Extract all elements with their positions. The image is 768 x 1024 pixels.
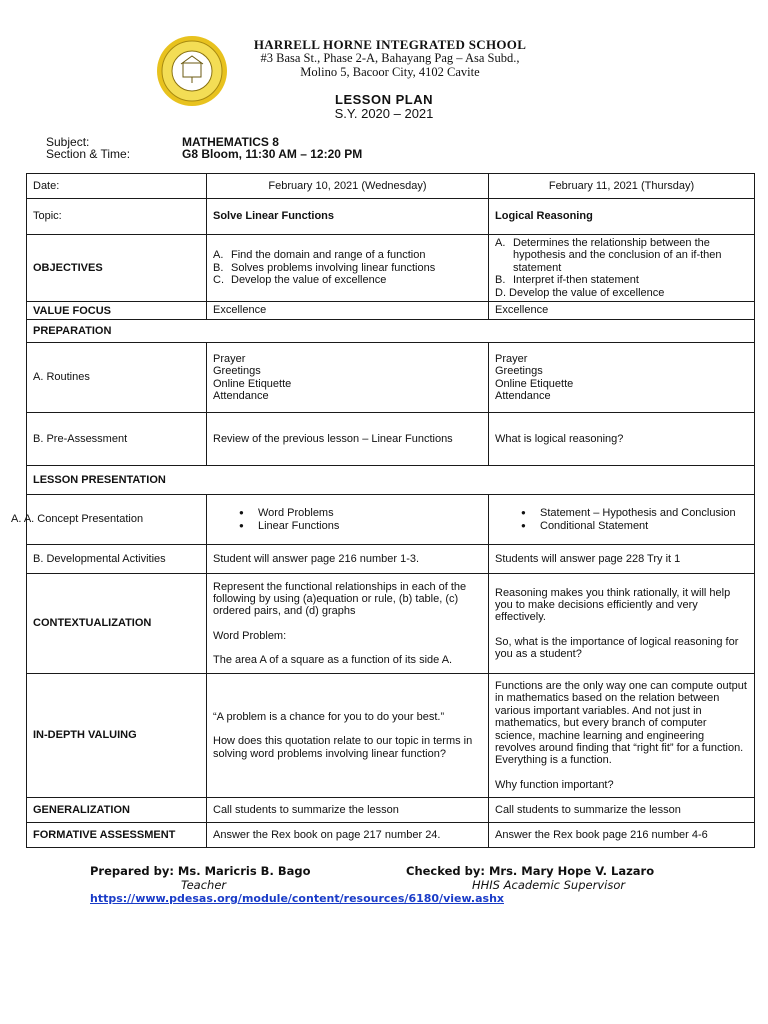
in-depth-text: How does this quotation relate to our topic in terms in solving word problems involving linear function? <box>213 735 473 760</box>
table-row-value-focus <box>27 302 755 320</box>
value-focus-label: VALUE FOCUS <box>27 302 207 320</box>
date-day2: February 11, 2021 (Thursday) <box>489 174 755 199</box>
contextualization-text: Represent the functional relationships in each of the following by using (a)equation or rule, (b) table, (c) ordered pairs, and (d) graphs <box>213 580 467 618</box>
objective-item: A. Find the domain and range of a function <box>213 249 426 262</box>
pre-assessment-label: B. Pre-Assessment <box>27 413 207 466</box>
checked-role: HHIS Academic Supervisor <box>472 878 626 892</box>
school-address-line1: #3 Basa St., Phase 2-A, Bahayang Pag – Asa Subd., <box>260 51 520 65</box>
date-label: Date: <box>27 174 207 199</box>
pre-assessment-day1: Review of the previous lesson – Linear Functions <box>207 413 489 466</box>
routines-day2 <box>489 343 755 413</box>
table-row-objectives <box>27 235 755 302</box>
objectives-day2 <box>489 235 755 302</box>
concept-label: A. A. Concept Presentation <box>27 495 207 545</box>
prepared-role: Teacher <box>181 878 227 892</box>
table-row-generalization <box>27 798 755 823</box>
routines-label: A. Routines <box>27 343 207 413</box>
formative-day1: Answer the Rex book on page 217 number 24. <box>207 823 489 848</box>
routine-item: Online Etiquette <box>495 377 574 390</box>
contextualization-text: Reasoning makes you think rationally, it will help you to make decisions efficiently and very effectively. <box>495 586 731 624</box>
formative-label: FORMATIVE ASSESSMENT <box>27 823 207 848</box>
topic-label: Topic: <box>27 199 207 235</box>
date-day1: February 10, 2021 (Wednesday) <box>207 174 489 199</box>
table-row-topic <box>27 199 755 235</box>
in-depth-day2 <box>489 674 755 798</box>
value-focus-day2: Excellence <box>489 302 755 320</box>
table-row-routines <box>27 343 755 413</box>
school-address-line2: Molino 5, Bacoor City, 4102 Cavite <box>300 65 480 79</box>
developmental-day1: Student will answer page 216 number 1-3. <box>207 545 489 574</box>
in-depth-text: Why function important? <box>495 778 614 791</box>
objective-item: C. Develop the value of excellence <box>213 274 387 287</box>
developmental-label: B. Developmental Activities <box>27 545 207 574</box>
concept-bullet-item: ● Conditional Statement <box>495 520 748 532</box>
routine-item: Prayer <box>495 352 528 365</box>
contextualization-text: Word Problem: <box>213 629 287 642</box>
value-focus-day1: Excellence <box>207 302 489 320</box>
concept-bullet-item: ● Linear Functions <box>213 520 482 532</box>
school-seal-logo <box>156 35 228 107</box>
source-link[interactable]: https://www.pdesas.org/module/content/resources/6180/view.ashx <box>90 892 505 905</box>
subject-value: MATHEMATICS 8 <box>182 135 279 149</box>
generalization-day1: Call students to summarize the lesson <box>207 798 489 823</box>
objectives-day1 <box>207 235 489 302</box>
concept-bullet-item: ● Statement – Hypothesis and Conclusion <box>495 507 748 519</box>
table-row-formative <box>27 823 755 848</box>
table-row-contextualization <box>27 574 755 674</box>
lesson-presentation-heading: LESSON PRESENTATION <box>27 466 755 495</box>
objective-item: B. Interpret if-then statement <box>495 274 639 287</box>
in-depth-day1 <box>207 674 489 798</box>
objective-item: D. Develop the value of excellence <box>495 286 665 299</box>
routine-item: Attendance <box>213 389 269 402</box>
school-year: S.Y. 2020 – 2021 <box>334 106 434 121</box>
section-value: G8 Bloom, 11:30 AM – 12:20 PM <box>182 147 363 161</box>
objectives-label: OBJECTIVES <box>27 235 207 302</box>
developmental-day2: Students will answer page 228 Try it 1 <box>489 545 755 574</box>
contextualization-day2 <box>489 574 755 674</box>
prepared-by: Prepared by: Ms. Maricris B. Bago <box>90 864 311 878</box>
routine-item: Attendance <box>495 389 551 402</box>
routine-item: Prayer <box>213 352 246 365</box>
formative-day2: Answer the Rex book page 216 number 4-6 <box>489 823 755 848</box>
preparation-heading: PREPARATION <box>27 320 755 343</box>
generalization-label: GENERALIZATION <box>27 798 207 823</box>
table-row-lesson-presentation <box>27 466 755 495</box>
table-row-date <box>27 174 755 199</box>
checked-by: Checked by: Mrs. Mary Hope V. Lazaro <box>406 864 655 878</box>
generalization-day2: Call students to summarize the lesson <box>489 798 755 823</box>
concept-day2 <box>489 495 755 545</box>
contextualization-text: The area A of a square as a function of its side A. <box>213 654 453 667</box>
routines-day1 <box>207 343 489 413</box>
concept-day1 <box>207 495 489 545</box>
table-row-preparation <box>27 320 755 343</box>
contextualization-text: So, what is the importance of logical reasoning for you as a student? <box>495 635 739 661</box>
lesson-plan-table <box>11 173 755 848</box>
in-depth-text: “A problem is a chance for you to do your best.” <box>213 710 445 723</box>
routine-item: Greetings <box>495 365 543 378</box>
objective-item: A. Determines the relationship between the hypothesis and the conclusion of an if-then statement <box>495 237 722 274</box>
in-depth-text: Functions are the only way one can compute output in mathematics based on the relation between various important variables. And not just in mathematics, but every branch of computer science, machine learning and engineering revolves around finding that “right fit” for a function. Everything is a function. <box>495 679 747 767</box>
concept-bullet-item: ● Word Problems <box>213 507 482 519</box>
table-row-pre-assessment <box>27 413 755 466</box>
contextualization-day1 <box>207 574 489 674</box>
pre-assessment-day2: What is logical reasoning? <box>489 413 755 466</box>
table-row-developmental <box>27 545 755 574</box>
document-title: LESSON PLAN <box>335 92 433 107</box>
contextualization-label: CONTEXTUALIZATION <box>27 574 207 674</box>
in-depth-label: IN-DEPTH VALUING <box>27 674 207 798</box>
table-row-concept <box>27 495 755 545</box>
topic-day2: Logical Reasoning <box>489 199 755 235</box>
subject-label: Subject: <box>46 135 90 149</box>
routine-item: Online Etiquette <box>213 377 292 390</box>
objective-item: B. Solves problems involving linear functions <box>213 261 436 274</box>
school-name: HARRELL HORNE INTEGRATED SCHOOL <box>253 37 527 52</box>
topic-day1: Solve Linear Functions <box>207 199 489 235</box>
section-label: Section & Time: <box>46 147 131 161</box>
table-row-in-depth-valuing <box>27 674 755 798</box>
routine-item: Greetings <box>213 365 261 378</box>
